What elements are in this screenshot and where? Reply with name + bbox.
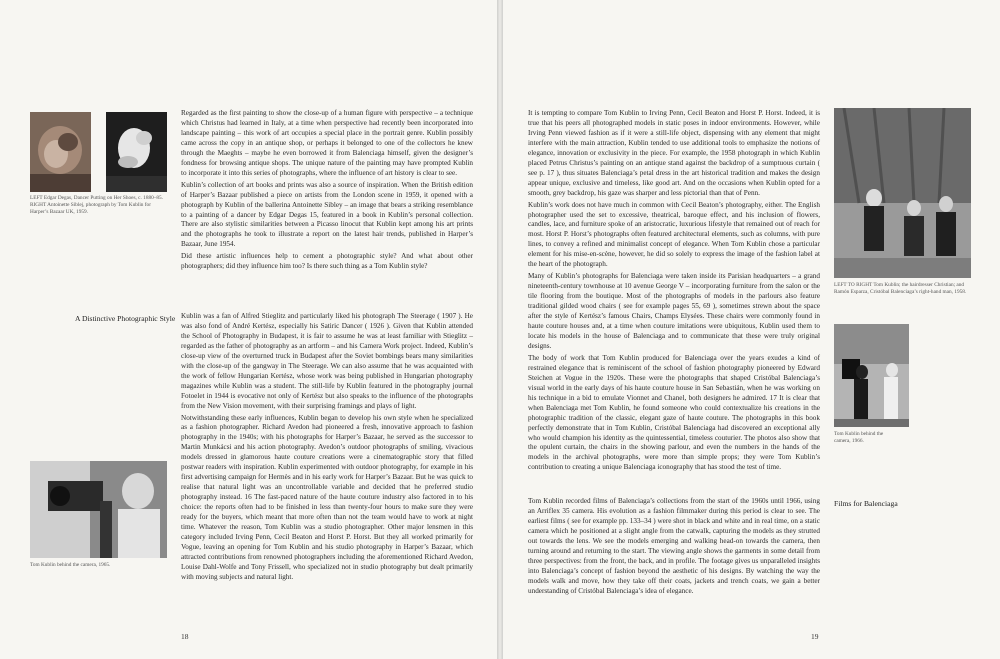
right-page — [503, 0, 1000, 659]
degas-painting-photo — [30, 112, 91, 192]
paragraph: Regarded as the first painting to show the close-up of a human figure with perspective – a technique which Christus had learned in Italy, at a time when perspective had recently been incorporated into landscape painting – this work of art occupies a special place in the portrait genre. Kublin possibly came across the copy in an antique shop, or perhaps it belonged to one of the collectors he knew through the Maeghts – maybe he even borrowed it from Balenciaga himself, given the designer’s fondness for browsing antique shops. The unique nature of the painting may have prompted Kublin to incorporate it into this series of photographs, where the influence of art history is clear to see. — [181, 109, 473, 177]
kublin-camera-photo — [30, 461, 167, 558]
camera-1966-photo — [834, 324, 909, 427]
paragraph: Kublin was a fan of Alfred Stieglitz and particularly liked his photograph The Steerage ( 1907 ). He was also fond of André Kertész, especially his Satiric Dancer ( 1926 ). Given that Kublin attended the School of Photography in Budapest, it is fair to assume he was at least familiar with Stieglitz – regarded as the father of photography as an artform – and his Camera Work project. Indeed, Kublin’s close-up view of the overturned truck in Budapest after the Soviet bombings bears many similarities with the close-up of the gangway in The Steerage. We can also assume that he was acquainted with the work of fellow Hungarian Kertész, whose work was being published in Hungarian photography magazines while Kublin was a student. The still-life by Kublin featured in the photography journal Fotoelet in 1944 is evocative not only of Kertész but also speaks to the influence of the photographs from the New Vision movement, with their surprising framings and plays of light. — [181, 312, 473, 410]
group-caption: LEFT TO RIGHT Tom Kublin; the hairdresser Christian; and Ramón Esparza, Cristóbal Balenciaga’s right-hand man, 1958. — [834, 282, 967, 295]
films-heading: Films for Balenciaga — [834, 499, 898, 508]
section-heading: A Distinctive Photographic Style — [75, 314, 176, 323]
page-number: 19 — [811, 632, 819, 641]
camera-caption: Tom Kublin behind the camera, 1965. — [30, 562, 111, 568]
left-section-text — [181, 312, 473, 585]
paragraph: Kublin’s work does not have much in common with Cecil Beaton’s photography, either. The English photographer used the set to excessive, theatrical, baroque effect, and his inclusion of flowers, candles, lace, and furniture spoke of an aristocratic, luxurious lifestyle that remained out of reach for most. Horst P. Horst’s photographs often featured architectural elements, such as columns, with pure lines, to convey a refined and minimalist concept of elegance. When Tom Kublin chose a particular element for his mise-en-scène, however, he did so solely to express the image of the fashion label at the heart of the photograph. — [528, 200, 820, 269]
films-text — [528, 497, 820, 599]
paragraph: The body of work that Tom Kublin produced for Balenciaga over the years exudes a kind of restrained elegance that is reminiscent of the school of fashion photography pioneered by Edward Steichen at Vogue in the 1920s. These were the photographs that shaped Cristóbal Balenciaga’s visual world in the early days of his haute couture house in San Sebastián, when he was working on his technique in a bid to emulate Vionnet and Chanel, both designers he admired. 17 It is clear that when Balenciaga met Tom Kublin, he found someone who could contextualize his creations in the photographic tradition of the classic, elegant gaze of haute couture. The photographs in this book perfectly demonstrate that in Tom Kublin, Cristóbal Balenciaga had discovered an exceptional ally who would champion his identity as the quintessential, timeless couturier. The photos also show that the opulent curtain, the chairs in the showing parlour, and even the numbers in the hands of the models in the archival photographs, were more than simple props; they were Tom Kublin’s contribution to creating a unique Balenciaga iconography that has stood the test of time. — [528, 353, 820, 472]
right-main-text — [528, 109, 820, 475]
left-intro-text — [181, 109, 473, 274]
paragraph: Kublin’s collection of art books and prints was also a source of inspiration. When the British edition of Harper’s Bazaar published a piece on artists from the London scene in 1959, it opened with a photograph by Kublin of the ballerina Antoinette Sibley – an image that bears a striking resemblance to a painting of a dancer by Edgar Degas 15, featured in a book in Kublin’s personal collection. There are also stylistic similarities between a Picasso linocut that Kublin kept among his art prints and the photographs he took to illustrate a report on the latest hair trends, published in Harper’s Bazaar, June 1954. — [181, 180, 473, 249]
paragraph: Notwithstanding these early influences, Kublin began to develop his own style when he specialized as a fashion photographer. Richard Avedon had pioneered a fresh, innovative approach to fashion photography in the 1940s; with his photographs for Harper’s Bazaar, he served as the successor to Martin Munkácsi and his action photography. Avedon’s outdoor photographs of smiling, vivacious models dressed in glamorous haute couture creations were a cinematographic story that filled postwar readers with inspiration. Kublin experimented with outdoor photography, for example in his first advertising campaign for Hermès and in his early work for Harper’s Bazaar. But he was quick to realise that natural light was an uncontrollable variable and decided that he preferred studio photography instead. 16 The fast-paced nature of the haute couture industry also factored in to his choice: the reports often had to be finished in less than twenty-four hours to make sure they were ready for the buyers, which meant that more often than not the team would have to work at night time. Whatever the reason, Tom Kublin was a studio photographer. Other major lensmen in this category included Irving Penn, Cecil Beaton and Horst P. Horst. But they all worked primarily for Vogue, leaving an opening for Tom Kublin and his studio photography in Harper’s Bazaar, which attracted contributions from renowned photographers including the aforementioned Richard Avedon, Louise Dahl-Wolfe and Tony Frissell, who specialized not in studio photography but dealt primarily with moving subjects and natural light. — [181, 413, 473, 581]
page-number: 18 — [181, 632, 189, 641]
sibley-photo — [106, 112, 167, 192]
group-photo — [834, 108, 971, 278]
paragraph: Tom Kublin recorded films of Balenciaga’s collections from the start of the 1960s until 1966, using an Arriflex 35 camera. His evolution as a fashion filmmaker during this period is clear to see. The earliest films ( see for example pp. 133–34 ) were shot in black and white and in real time, on a static camera which he positioned at a slight angle from the catwalk, capturing the models as they strutted out towards the lens. We see the models emerging and walking head-on towards the camera, then turning around and returning to the start. The viewing angle shows the garments in some detail from three perspectives: from the front, the back, and in profile. The footage gives us unparalleled insights into Balenciaga’s concept of fashion beyond the aesthetic of his designs. By watching the way the models walk and move, how they take off their coats, jackets and trench coats, we gain a better understanding of Cristóbal Balenciaga’s idea of elegance. — [528, 497, 820, 595]
paragraph: Many of Kublin’s photographs for Balenciaga were taken inside its Parisian headquarters – a grand nineteenth-century townhouse at 10 avenue George V – incorporating furniture from the salon or the tile flooring from the boutique. Most of the photographs of models in the parlours also feature traditional gilded wood chairs ( see for example pages 55, 69 ), sometimes strewn about the space after the style of Kertész’s famous Chairs, Champs Elysées. These chairs were commonly found in haute couture houses and, at a time when couture imitations were ubiquitous, Kublin used them to locate his models in the house of Balenciaga and to communicate that these were truly original designs. — [528, 272, 820, 350]
camera-1966-caption: Tom Kublin behind the camera, 1966. — [834, 431, 884, 444]
left-page — [0, 0, 497, 659]
paragraph: It is tempting to compare Tom Kublin to Irving Penn, Cecil Beaton and Horst P. Horst. Indeed, it is true that his peers all photographed models in static poses in indoor environments. However, while Irving Penn viewed fashion as if it were a still-life object, dispensing with any element that might interfere with the main attraction, Kublin tended to use additional tools to emphasize the notions of elegance, innovation or exclusivity in the piece. For example, the 1958 photograph in which Kublin placed Petrus Christus’s painting on an antique stand against the backdrop of a sumptuous curtain ( see p. 17 ), thus situates Balenciaga’s petal dress in the art historical tradition and makes the design appear unique, exclusive and timeless, like good art. And on the occasions when Kublin opted for a smooth, grey backdrop, his gaze was sharper and less pictorial than that of Penn. — [528, 109, 820, 197]
paragraph: Did these artistic influences help to cement a photographic style? And what about other photographers; did they influence him too? Is there such thing as a Tom Kublin style? — [181, 252, 473, 271]
degas-caption: LEFT Edgar Degas, Dancer Putting on Her Shoes, c. 1880–85. RIGHT Antoinette Siblej, photograph by Tom Kublin for Harper’s Bazaar UK, 1959. — [30, 195, 164, 215]
